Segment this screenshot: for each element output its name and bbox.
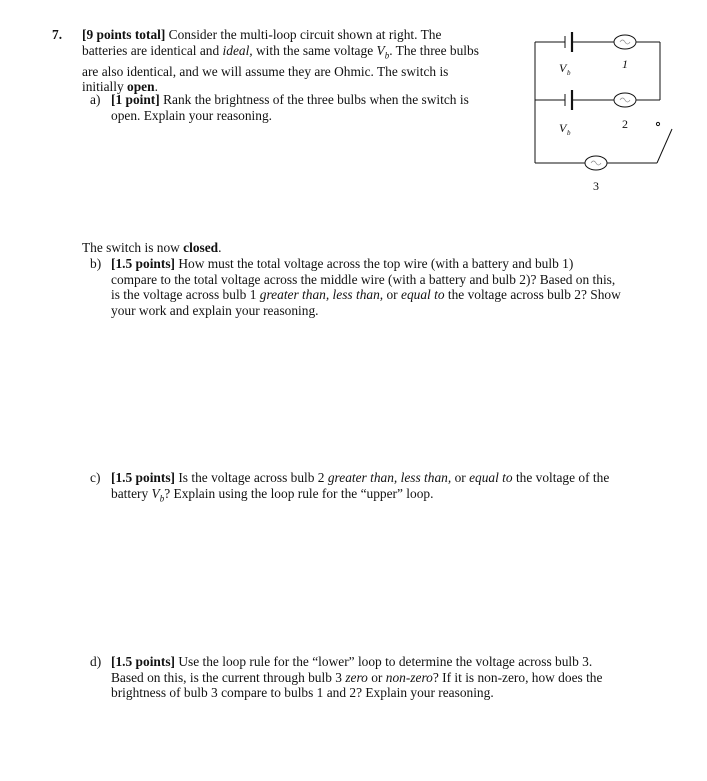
battery-middle-sub: b <box>567 129 571 137</box>
battery-top <box>565 32 572 52</box>
question-intro: [9 points total] Consider the multi-loop circuit shown at right. The batteries are identical and ideal, with the same voltage $V_b$. The three bulbs are also identical, and we will assume they are Ohmic. The switch is initially open. <box>82 27 479 95</box>
switch-contact <box>656 122 659 125</box>
part-d: d) [1.5 points] Use the loop rule for the “lower” loop to determine the voltage across bulb 3. Based on this, is the current through bulb 3 zero or non-zero? If it is non-zero, how does the brightness of bulb 3 compare to bulbs 1 and 2? Explain your reasoning. <box>90 654 603 700</box>
question-number: 7. <box>52 27 63 42</box>
vb-symbol: V <box>151 485 160 501</box>
part-a-label: a) <box>90 92 101 107</box>
switch-blade <box>657 129 672 163</box>
part-b: b) [1.5 points] How must the total voltage across the top wire (with a battery and bulb 1) compare to the total voltage across the middle wire (with a battery and bulb 2)? Based on this, is the voltage across bulb 1 greater than, less than, or equal to the voltage across bulb 2? Show your work and explain your reasoning. <box>90 256 621 318</box>
circuit-diagram <box>525 20 685 200</box>
vb-symbol: V <box>376 42 385 58</box>
part-d-label: d) <box>90 654 102 669</box>
battery-middle-label: V <box>559 121 567 135</box>
part-c-label: c) <box>90 470 101 485</box>
bulb-1-label: 1 <box>622 57 628 71</box>
bulb-2-label: 2 <box>622 117 628 131</box>
part-a: a) [1 point] Rank the brightness of the three bulbs when the switch is open. Explain your reasoning. <box>90 92 469 123</box>
total-points: [9 points total] <box>82 27 166 42</box>
part-b-label: b) <box>90 256 102 271</box>
switch-closed-note: The switch is now closed. <box>82 240 222 255</box>
battery-top-label: V <box>559 61 567 75</box>
battery-top-sub: b <box>567 69 571 77</box>
battery-middle <box>565 90 572 110</box>
part-c: c) [1.5 points] Is the voltage across bulb 2 greater than, less than, or equal to the voltage of the battery $V_b$? Explain using the loop rule for the “upper” loop. <box>90 470 610 504</box>
bulb-3-label: 3 <box>593 179 599 193</box>
